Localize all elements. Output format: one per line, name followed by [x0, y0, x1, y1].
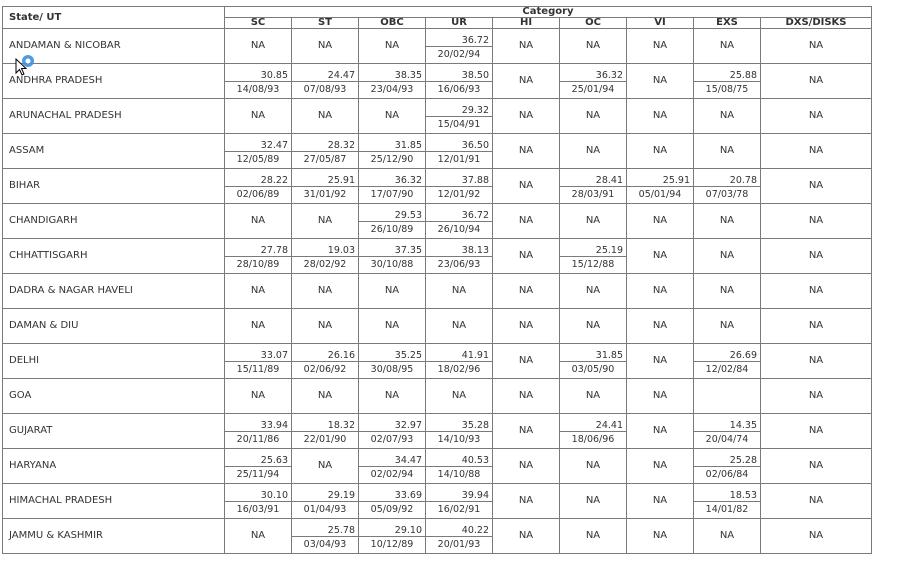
date-value: 20/01/93 — [437, 539, 481, 550]
date-value: 17/07/90 — [370, 189, 414, 200]
state-ut-header: State/ UT — [3, 7, 225, 29]
date-value: 20/04/74 — [705, 434, 749, 445]
na-cell: NA — [560, 134, 627, 169]
score-date-cell — [426, 204, 493, 239]
score-date-cell — [292, 64, 359, 99]
date-value: 05/01/94 — [638, 189, 682, 200]
date-value: 05/09/92 — [370, 504, 414, 515]
na-cell: NA — [493, 169, 560, 204]
date-value: 22/01/90 — [303, 434, 347, 445]
mouse-cursor-icon — [14, 53, 36, 77]
na-cell: NA — [292, 379, 359, 414]
score-value: 25.63 — [225, 449, 291, 467]
score-value: 25.28 — [694, 449, 760, 467]
score-value: 31.85 — [359, 134, 425, 152]
date-value: 14/10/93 — [437, 434, 481, 445]
score-date-cell — [560, 344, 627, 379]
na-cell: NA — [627, 519, 694, 554]
na-cell: NA — [761, 134, 872, 169]
na-cell: NA — [560, 204, 627, 239]
score-value: 36.72 — [426, 204, 492, 222]
score-value: 39.94 — [426, 484, 492, 502]
score-value: 32.97 — [359, 414, 425, 432]
score-date-cell — [627, 169, 694, 204]
date-value: 15/04/91 — [437, 119, 481, 130]
na-cell: NA — [761, 239, 872, 274]
table-row — [3, 449, 872, 484]
state-name-cell: DAMAN & DIU — [3, 309, 225, 344]
score-value: 36.50 — [426, 134, 492, 152]
na-cell: NA — [359, 274, 426, 309]
date-value: 16/06/93 — [437, 84, 481, 95]
na-cell: NA — [292, 274, 359, 309]
na-cell: NA — [627, 274, 694, 309]
score-value: 30.85 — [225, 64, 291, 82]
state-name-cell: ANDAMAN & NICOBAR — [3, 29, 225, 64]
score-date-cell — [359, 414, 426, 449]
date-value: 28/02/92 — [303, 259, 347, 270]
na-cell: NA — [627, 64, 694, 99]
na-cell: NA — [225, 519, 292, 554]
na-cell: NA — [292, 309, 359, 344]
score-date-cell — [426, 449, 493, 484]
column-header-ur: UR — [426, 18, 493, 29]
na-cell: NA — [560, 309, 627, 344]
score-value: 29.10 — [359, 519, 425, 537]
date-value: 01/04/93 — [303, 504, 347, 515]
score-date-cell — [426, 414, 493, 449]
score-date-cell — [426, 29, 493, 64]
na-cell: NA — [225, 204, 292, 239]
na-cell: NA — [560, 519, 627, 554]
na-cell: NA — [225, 29, 292, 64]
score-value: 40.22 — [426, 519, 492, 537]
score-value: 36.32 — [359, 169, 425, 187]
score-value: 37.35 — [359, 239, 425, 257]
score-date-cell — [560, 169, 627, 204]
na-cell: NA — [761, 414, 872, 449]
score-date-cell — [426, 239, 493, 274]
score-value: 29.19 — [292, 484, 358, 502]
score-date-cell — [225, 239, 292, 274]
score-date-cell — [359, 204, 426, 239]
column-header-hi: HI — [493, 18, 560, 29]
na-cell: NA — [292, 204, 359, 239]
date-value: 23/06/93 — [437, 259, 481, 270]
date-value: 23/04/93 — [370, 84, 414, 95]
na-cell: NA — [493, 414, 560, 449]
date-value: 30/10/88 — [370, 259, 414, 270]
date-value: 02/02/94 — [370, 469, 414, 480]
score-value: 35.25 — [359, 344, 425, 362]
table-row — [3, 519, 872, 554]
score-value: 35.28 — [426, 414, 492, 432]
na-cell: NA — [627, 379, 694, 414]
na-cell: NA — [493, 519, 560, 554]
score-value: 25.91 — [627, 169, 693, 187]
score-value: 14.35 — [694, 414, 760, 432]
state-name-cell: ASSAM — [3, 134, 225, 169]
score-date-cell — [426, 519, 493, 554]
score-value: 24.47 — [292, 64, 358, 82]
table-row — [3, 134, 872, 169]
score-value: 40.53 — [426, 449, 492, 467]
na-cell: NA — [225, 274, 292, 309]
date-value: 03/05/90 — [571, 364, 615, 375]
score-date-cell — [225, 414, 292, 449]
na-cell: NA — [761, 449, 872, 484]
date-value: 12/02/84 — [705, 364, 749, 375]
score-date-cell — [694, 449, 761, 484]
na-cell: NA — [627, 204, 694, 239]
score-date-cell — [225, 449, 292, 484]
date-value: 15/12/88 — [571, 259, 615, 270]
score-value: 30.10 — [225, 484, 291, 502]
score-date-cell — [292, 414, 359, 449]
score-date-cell — [292, 134, 359, 169]
date-value: 10/12/89 — [370, 539, 414, 550]
date-value: 07/08/93 — [303, 84, 347, 95]
column-header-sc: SC — [225, 18, 292, 29]
score-date-cell — [359, 64, 426, 99]
na-cell: NA — [761, 309, 872, 344]
na-cell: NA — [359, 29, 426, 64]
score-date-cell — [359, 519, 426, 554]
score-date-cell — [560, 414, 627, 449]
date-value: 26/10/94 — [437, 224, 481, 235]
na-cell: NA — [627, 29, 694, 64]
na-cell: NA — [694, 99, 761, 134]
date-value: 12/05/89 — [236, 154, 280, 165]
score-value: 25.78 — [292, 519, 358, 537]
na-cell: NA — [426, 274, 493, 309]
score-date-cell — [694, 169, 761, 204]
date-value: 07/03/78 — [705, 189, 749, 200]
score-value: 29.32 — [426, 99, 492, 117]
na-cell: NA — [493, 309, 560, 344]
score-date-cell — [359, 449, 426, 484]
table-row — [3, 414, 872, 449]
na-cell: NA — [493, 204, 560, 239]
na-cell: NA — [560, 99, 627, 134]
na-cell: NA — [493, 484, 560, 519]
date-value: 15/08/75 — [705, 84, 749, 95]
na-cell: NA — [225, 99, 292, 134]
na-cell: NA — [359, 309, 426, 344]
score-date-cell — [292, 344, 359, 379]
column-header-dxs-disks: DXS/DISKS — [761, 18, 872, 29]
state-name-cell: DADRA & NAGAR HAVELI — [3, 274, 225, 309]
score-date-cell — [225, 344, 292, 379]
state-name-cell: ARUNACHAL PRADESH — [3, 99, 225, 134]
na-cell: NA — [694, 29, 761, 64]
na-cell: NA — [560, 449, 627, 484]
na-cell: NA — [560, 29, 627, 64]
score-date-cell — [292, 519, 359, 554]
na-cell: NA — [627, 134, 694, 169]
na-cell: NA — [493, 274, 560, 309]
score-date-cell — [560, 64, 627, 99]
score-value: 18.32 — [292, 414, 358, 432]
table-row — [3, 204, 872, 239]
na-cell: NA — [627, 414, 694, 449]
column-header-oc: OC — [560, 18, 627, 29]
score-value: 41.91 — [426, 344, 492, 362]
score-value: 26.16 — [292, 344, 358, 362]
category-table — [2, 6, 872, 554]
score-value: 38.13 — [426, 239, 492, 257]
score-date-cell — [426, 484, 493, 519]
score-date-cell — [426, 99, 493, 134]
table-row — [3, 99, 872, 134]
na-cell: NA — [627, 344, 694, 379]
score-value: 37.88 — [426, 169, 492, 187]
score-value: 28.32 — [292, 134, 358, 152]
date-value: 18/06/96 — [571, 434, 615, 445]
score-date-cell — [225, 484, 292, 519]
date-value: 15/11/89 — [236, 364, 280, 375]
column-header-exs: EXS — [694, 18, 761, 29]
score-value: 19.03 — [292, 239, 358, 257]
score-date-cell — [560, 239, 627, 274]
na-cell: NA — [761, 344, 872, 379]
date-value: 30/08/95 — [370, 364, 414, 375]
score-value: 18.53 — [694, 484, 760, 502]
date-value: 14/08/93 — [236, 84, 280, 95]
table-row — [3, 309, 872, 344]
na-cell: NA — [627, 309, 694, 344]
score-date-cell — [292, 239, 359, 274]
score-value: 34.47 — [359, 449, 425, 467]
na-cell: NA — [493, 344, 560, 379]
na-cell: NA — [359, 379, 426, 414]
na-cell: NA — [761, 519, 872, 554]
score-value: 38.50 — [426, 64, 492, 82]
score-value: 32.47 — [225, 134, 291, 152]
na-cell: NA — [761, 484, 872, 519]
score-value: 27.78 — [225, 239, 291, 257]
na-cell: NA — [426, 379, 493, 414]
date-value: 28/10/89 — [236, 259, 280, 270]
state-name-cell: CHHATTISGARH — [3, 239, 225, 274]
date-value: 02/06/92 — [303, 364, 347, 375]
na-cell: NA — [627, 484, 694, 519]
score-value: 36.72 — [426, 29, 492, 47]
score-value: 28.41 — [560, 169, 626, 187]
score-date-cell — [694, 64, 761, 99]
na-cell: NA — [761, 379, 872, 414]
na-cell: NA — [761, 169, 872, 204]
score-date-cell — [359, 484, 426, 519]
score-value: 26.69 — [694, 344, 760, 362]
score-value: 25.19 — [560, 239, 626, 257]
table-row — [3, 274, 872, 309]
na-cell: NA — [694, 274, 761, 309]
score-date-cell — [694, 484, 761, 519]
table-row — [3, 484, 872, 519]
table-row — [3, 169, 872, 204]
na-cell: NA — [627, 239, 694, 274]
table-row — [3, 29, 872, 64]
na-cell: NA — [761, 99, 872, 134]
score-date-cell — [426, 134, 493, 169]
score-date-cell — [225, 134, 292, 169]
score-date-cell — [359, 344, 426, 379]
score-value: 33.07 — [225, 344, 291, 362]
date-value: 16/02/91 — [437, 504, 481, 515]
na-cell: NA — [493, 64, 560, 99]
date-value: 25/01/94 — [571, 84, 615, 95]
na-cell: NA — [761, 64, 872, 99]
na-cell: NA — [493, 239, 560, 274]
na-cell: NA — [627, 449, 694, 484]
score-date-cell — [359, 134, 426, 169]
na-cell: NA — [493, 449, 560, 484]
na-cell: NA — [493, 134, 560, 169]
table-row — [3, 344, 872, 379]
state-name-cell: ANDHRA PRADESH — [3, 64, 225, 99]
date-value: 12/01/91 — [437, 154, 481, 165]
date-value: 02/06/84 — [705, 469, 749, 480]
na-cell: NA — [761, 204, 872, 239]
table-row — [3, 239, 872, 274]
score-value: 20.78 — [694, 169, 760, 187]
date-value: 18/02/96 — [437, 364, 481, 375]
state-name-cell: DELHI — [3, 344, 225, 379]
score-date-cell — [359, 169, 426, 204]
score-value: 24.41 — [560, 414, 626, 432]
date-value: 20/11/86 — [236, 434, 280, 445]
na-cell: NA — [359, 99, 426, 134]
score-date-cell — [694, 414, 761, 449]
score-value: 25.88 — [694, 64, 760, 82]
score-value: 38.35 — [359, 64, 425, 82]
score-date-cell — [225, 64, 292, 99]
na-cell: NA — [761, 29, 872, 64]
score-date-cell — [426, 169, 493, 204]
na-cell — [694, 379, 761, 414]
na-cell: NA — [694, 134, 761, 169]
column-header-st: ST — [292, 18, 359, 29]
date-value: 27/05/87 — [303, 154, 347, 165]
na-cell: NA — [225, 309, 292, 344]
date-value: 16/03/91 — [236, 504, 280, 515]
na-cell: NA — [292, 99, 359, 134]
na-cell: NA — [627, 99, 694, 134]
date-value: 14/10/88 — [437, 469, 481, 480]
score-date-cell — [426, 344, 493, 379]
na-cell: NA — [560, 274, 627, 309]
score-date-cell — [292, 169, 359, 204]
na-cell: NA — [694, 204, 761, 239]
score-date-cell — [359, 239, 426, 274]
state-name-cell: BIHAR — [3, 169, 225, 204]
date-value: 31/01/92 — [303, 189, 347, 200]
date-value: 20/02/94 — [437, 49, 481, 60]
na-cell: NA — [225, 379, 292, 414]
na-cell: NA — [694, 309, 761, 344]
column-header-vi: VI — [627, 18, 694, 29]
date-value: 12/01/92 — [437, 189, 481, 200]
state-name-cell: GOA — [3, 379, 225, 414]
score-date-cell — [225, 169, 292, 204]
date-value: 28/03/91 — [571, 189, 615, 200]
score-value: 36.32 — [560, 64, 626, 82]
date-value: 02/06/89 — [236, 189, 280, 200]
na-cell: NA — [694, 519, 761, 554]
score-value: 25.91 — [292, 169, 358, 187]
score-value: 29.53 — [359, 204, 425, 222]
na-cell: NA — [560, 379, 627, 414]
state-name-cell: GUJARAT — [3, 414, 225, 449]
na-cell: NA — [493, 99, 560, 134]
date-value: 26/10/89 — [370, 224, 414, 235]
column-header-obc: OBC — [359, 18, 426, 29]
na-cell: NA — [761, 274, 872, 309]
score-value: 33.69 — [359, 484, 425, 502]
na-cell: NA — [493, 379, 560, 414]
date-value: 25/11/94 — [236, 469, 280, 480]
score-value: 31.85 — [560, 344, 626, 362]
state-name-cell: CHANDIGARH — [3, 204, 225, 239]
date-value: 02/07/93 — [370, 434, 414, 445]
state-name-cell: HARYANA — [3, 449, 225, 484]
na-cell: NA — [694, 239, 761, 274]
date-value: 03/04/93 — [303, 539, 347, 550]
score-value: 28.22 — [225, 169, 291, 187]
category-header: Category — [225, 7, 872, 18]
date-value: 25/12/90 — [370, 154, 414, 165]
na-cell: NA — [560, 484, 627, 519]
table-row — [3, 64, 872, 99]
na-cell: NA — [292, 29, 359, 64]
na-cell: NA — [493, 29, 560, 64]
score-date-cell — [426, 64, 493, 99]
na-cell: NA — [292, 449, 359, 484]
score-date-cell — [292, 484, 359, 519]
state-name-cell: JAMMU & KASHMIR — [3, 519, 225, 554]
state-name-cell: HIMACHAL PRADESH — [3, 484, 225, 519]
score-value: 33.94 — [225, 414, 291, 432]
score-date-cell — [694, 344, 761, 379]
date-value: 14/01/82 — [705, 504, 749, 515]
table-row — [3, 379, 872, 414]
na-cell: NA — [426, 309, 493, 344]
